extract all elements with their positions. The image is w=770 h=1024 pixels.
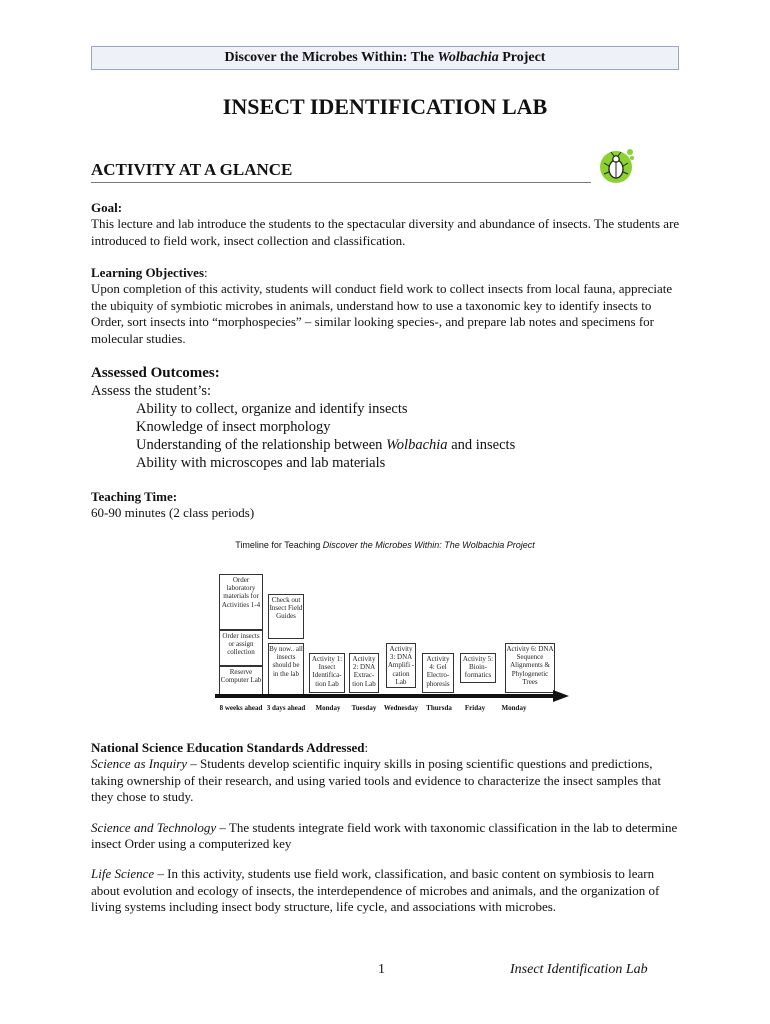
technology-paragraph: Science and Technology – The students integrate field work with taxonomic classification in the lab to determine insect Order using a computerized key	[91, 819, 678, 852]
assessed-item: Ability with microscopes and lab materials	[136, 455, 386, 471]
learning-label: Learning Objectives	[91, 265, 205, 280]
by-now-box: By now.. all insects should be in the lab	[268, 643, 304, 695]
activity-3-box: Activity 3: DNA Amplifi -cation Lab	[386, 643, 416, 688]
tick-label: Monday	[501, 704, 527, 712]
tick-label: 3 days ahead	[266, 704, 306, 712]
learning-section: Learning Objectives: Upon completion of this activity, students will conduct field work to collect insects from local fauna, appreciate the ubiquity of symbiotic microbes in animals, understand how to use a taxonomic key to identify insects to Order, sort insects into “morphospecies” – similar looking species-, and prepare lab notes and specimens for molecular studies.	[91, 265, 681, 347]
assessed-item: Understanding of the relationship between Wolbachia and insects	[136, 437, 516, 453]
footer-title: Insect Identification Lab	[510, 962, 648, 977]
check-guides-box: Check out Insect Field Guides	[268, 594, 304, 639]
assessed-item: Ability to collect, organize and identify insects	[136, 401, 408, 417]
standards-section: National Science Education Standards Addressed: Science as Inquiry – Students develop scientific inquiry skills in posing scientific questions and predictions, taking ownership of their research, and using varied tools and evidence to characterize the insect samples that they chose to study. Science and Technology – The students integrate field work with taxonomic classification in the lab to determine insect Order using a computerized key Life Science – In this activity, students use field work, classification, and basic content on symbiosis to learn about evolution and ecology of insects, the interdependence of microbes and animals, and the organization of living systems including insect body structure, life cycle, and associations with microbes.	[91, 740, 681, 916]
order-insects-box: Order insects or assign collection	[219, 630, 263, 666]
tick-label: Wednesday	[383, 704, 419, 712]
activity-5-box: Activity 5: Bioin- formatics	[460, 653, 496, 683]
life-science-paragraph: Life Science – In this activity, students use field work, classification, and basic content on symbiosis to learn about evolution and ecology of insects, the interdependence of microbes and animals, and the organization of living systems including insect body structure, life cycle, and associations with microbes.	[91, 866, 660, 915]
assessed-item: Knowledge of insect morphology	[136, 419, 331, 435]
activity-6-box: Activity 6: DNA Sequence Alignments & Phylogenetic Trees	[505, 643, 555, 693]
activity-heading: ACTIVITY AT A GLANCE	[91, 160, 293, 179]
activity-4-box: Activity 4: Gel Electro- phoresis	[422, 653, 454, 693]
timeline-arrow-icon	[215, 690, 570, 704]
teaching-text: 60-90 minutes (2 class periods)	[91, 505, 255, 521]
learning-text: Upon completion of this activity, students will conduct field work to collect insects from local fauna, appreciate the ubiquity of symbiotic microbes in animals, understand how to use a taxonomic key to identify insects to Order, sort insects into “morphospecies” – similar looking species-, and prepare lab notes and specimens for molecular studies.	[91, 281, 673, 346]
inquiry-paragraph: Science as Inquiry – Students develop scientific inquiry skills in posing scientific questions and predictions, taking ownership of their research, and using varied tools and evidence to characterize the insect samples that they chose to study.	[91, 756, 661, 805]
teaching-label: Teaching Time:	[91, 489, 178, 504]
tick-label: Tuesday	[351, 704, 377, 712]
tick-label: Thursda	[426, 704, 452, 712]
page-title: INSECT IDENTIFICATION LAB	[222, 94, 548, 119]
assessed-label: Assessed Outcomes:	[91, 365, 220, 381]
timeline-title: Timeline for Teaching Discover the Microbes Within: The Wolbachia Project	[235, 540, 535, 550]
order-lab-materials-box: Order laboratory materials for Activities 1-4	[219, 574, 263, 630]
assessed-intro: Assess the student’s:	[91, 383, 212, 399]
activity-1-box: Activity 1: Insect Identifica- tion Lab	[309, 653, 345, 693]
activity-2-box: Activity 2: DNA Extrac- tion Lab	[349, 653, 379, 693]
page-number: 1	[378, 962, 385, 977]
goal-text: This lecture and lab introduce the students to the spectacular diversity and abundance of insects. The students are introduced to field work, insect collection and classification.	[91, 216, 680, 248]
tick-label: Monday	[315, 704, 341, 712]
project-banner: Discover the Microbes Within: The Wolbachia Project	[91, 46, 679, 70]
standards-label: National Science Education Standards Addressed	[91, 740, 365, 755]
tick-label: Friday	[464, 704, 486, 712]
tick-label: 8 weeks ahead	[219, 704, 263, 712]
goal-label: Goal:	[91, 200, 123, 215]
reserve-lab-box: Reserve Computer Lab	[219, 666, 263, 696]
